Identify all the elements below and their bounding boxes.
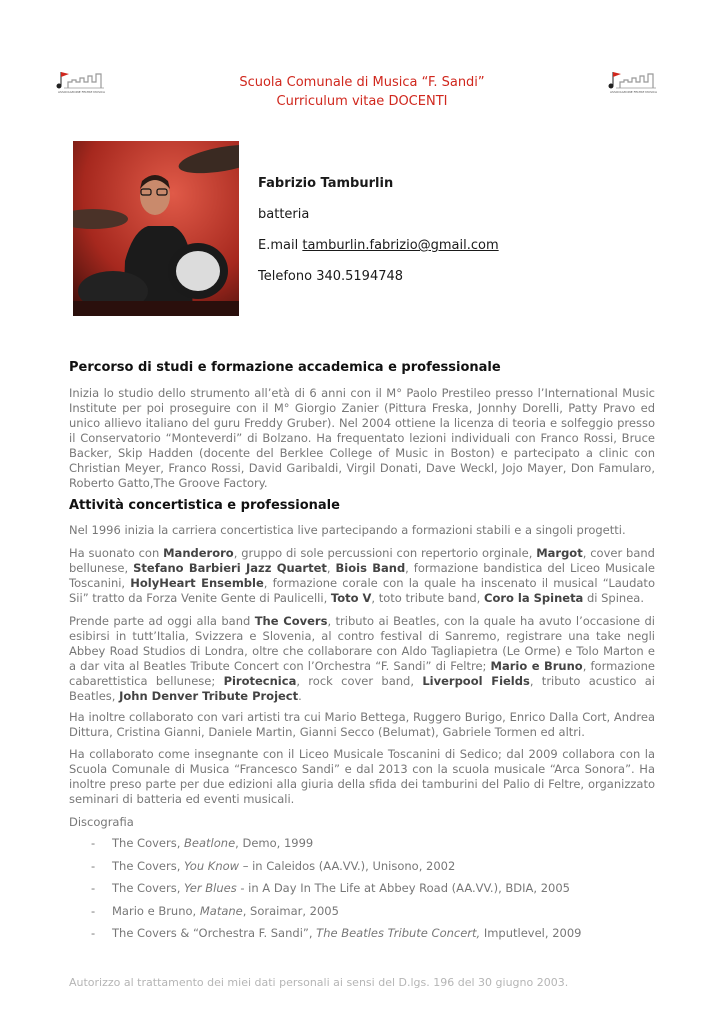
text-run: Mario e Bruno, [112,904,200,918]
text-run: Prende parte ad oggi alla band [69,614,255,628]
document-header [0,73,724,111]
profile-photo [73,141,239,316]
bold-name: Toto V [330,591,372,605]
list-dash: - [91,859,96,873]
bold-name: Stefano Barbieri Jazz Quartet [133,561,327,575]
text-run: . [298,689,302,703]
phone-number: Telefono 340.5194748 [258,269,404,284]
studies-paragraph: Inizia lo studio dello strumento all’età di 6 anni con il M° Paolo Prestileo presso l’International Music Institute per poi proseguire con il M° Giorgio Zanier (Pittura Freska, Jonnhy Dorelli, Patty Pravo ed unico allievo italiano del guru Freddy Gruber). Nel 2004 ottiene la licenza di teoria e solfeggio presso il Conservatorio “Monteverdi” di Bolzano. Ha frequentato lezioni individuali con Franco Rossi, Bruce Backer, Skip Hadden (docente del Berklee College of Music in Boston) e partecipato a clinic con Christian Meyer, Franco Rossi, David Garibaldi, Virgil Donati, Dave Weckl, Jojo Mayer, Don Famularo, Roberto Gatto,The Groove Factory. [69,386,655,490]
bold-name: Liverpool Fields [422,674,530,688]
discography-item [91,859,455,873]
bold-name: Margot [536,546,583,560]
text-run: - in A Day In The Life at Abbey Road (AA.VV.), BDIA, 2005 [236,881,570,895]
text-run: , Soraimar, 2005 [242,904,339,918]
text-run: , tributo acustico ai Beatles, [69,674,655,703]
text-run: , cover band bellunese, [69,546,655,575]
text-run: , formazione bandistica del Liceo Musicale Toscanini, [69,561,655,590]
concert-paragraph-5: Ha collaborato come insegnante con il Liceo Musicale Toscanini di Sedico; dal 2009 collabora con la Scuola Comunale di Musica “Francesco Sandi” e dal 2013 con la scuola musicale “Arca Sonora”. Ha inoltre preso parte per due edizioni alla giuria della sfida dei tamburini del Palio di Feltre, organizzato seminari di batteria ed eventi musicali. [69,747,655,806]
text-run: , rock cover band, [296,674,423,688]
email-label: E.mail [258,238,303,253]
discography-item [91,904,339,918]
concert-paragraph-1: Nel 1996 inizia la carriera concertistica live partecipando a formazioni stabili e a singoli progetti. [69,523,626,537]
album-title: The Beatles Tribute Concert, [316,926,481,940]
concert-paragraph-3 [69,614,655,704]
album-title: Beatlone [184,836,236,850]
teacher-instrument: batteria [258,207,310,222]
text-run: The Covers, [112,881,185,895]
list-dash: - [91,904,96,918]
email-row [258,237,499,268]
concert-heading: Attività concertistica e professionale [69,498,340,513]
album-title: Yer Blues [184,881,237,895]
bold-name: Pirotecnica [223,674,297,688]
teacher-name: Fabrizio Tamburlin [258,176,394,191]
bold-name: Biois Band [335,561,406,575]
list-dash: - [91,836,96,850]
school-name: Scuola Comunale di Musica “F. Sandi” [239,75,485,90]
album-title: You Know [184,859,240,873]
text-run: , formazione corale con la quale ha inscenato il musical “Laudato Sii” tratto da Forza Venite Gente di Paulicelli, [69,576,655,605]
bold-name: Mario e Bruno [490,659,583,673]
discography-item [91,881,570,895]
studies-heading: Percorso di studi e formazione accademica e professionale [69,360,501,375]
discography-item [91,836,313,850]
bold-name: Coro la Spineta [484,591,584,605]
document-subtitle: Curriculum vitae DOCENTI [276,94,448,109]
privacy-footer: Autorizzo al trattamento dei miei dati personali ai sensi del D.lgs. 196 del 30 giugno 2003. [69,976,569,989]
text-run: The Covers & “Orchestra F. Sandi”, [112,926,317,940]
text-run: , formazione cabarettistica bellunese; [69,659,655,688]
bold-name: The Covers [254,614,328,628]
logo-caption: ASSOCIAZIONE FELTRE MUSICA [58,90,106,94]
bold-name: John Denver Tribute Project [119,689,299,703]
text-run: , [326,561,336,575]
list-dash: - [91,926,96,940]
concert-paragraph-2 [69,546,655,606]
text-run: Imputlevel, 2009 [480,926,582,940]
logo-caption: ASSOCIAZIONE FELTRE MUSICA [610,90,658,94]
discography-heading: Discografia [69,815,134,829]
contact-block [258,175,499,299]
text-run: Ha suonato con [69,546,164,560]
bold-name: HolyHeart Ensemble [130,576,264,590]
text-run: The Covers, [112,859,185,873]
text-run: , tributo ai Beatles, con la quale ha avuto l’occasione di esibirsi in tutt’Italia, Svizzera e Slovenia, al contro festival di Sanremo, registrare una take negli Abbey Road Studios di Londra, oltre che collaborare con Aldo Tagliapietra (Le Orme) e Tolo Marton e a dar vita al Beatles Tribute Concert con l’Orchestra “F. Sandi” di Feltre; [69,614,655,673]
concert-paragraph-4: Ha inoltre collaborato con vari artisti tra cui Mario Bettega, Ruggero Burigo, Enrico Dalla Cort, Andrea Dittura, Cristina Gianni, Daniele Martin, Gianni Secco (Belumat), Gabriele Tormen ed altri. [69,710,655,739]
email-link[interactable]: tamburlin.fabrizio@gmail.com [302,238,499,253]
bold-name: Manderoro [163,546,234,560]
text-run: , toto tribute band, [371,591,484,605]
album-title: Matane [199,904,243,918]
text-run: , gruppo di sole percussioni con repertorio orginale, [233,546,537,560]
text-run: The Covers, [112,836,185,850]
list-dash: - [91,881,96,895]
text-run: di Spinea. [583,591,644,605]
text-run: , Demo, 1999 [235,836,314,850]
text-run: – in Caleidos (AA.VV.), Unisono, 2002 [239,859,456,873]
discography-item [91,926,581,940]
